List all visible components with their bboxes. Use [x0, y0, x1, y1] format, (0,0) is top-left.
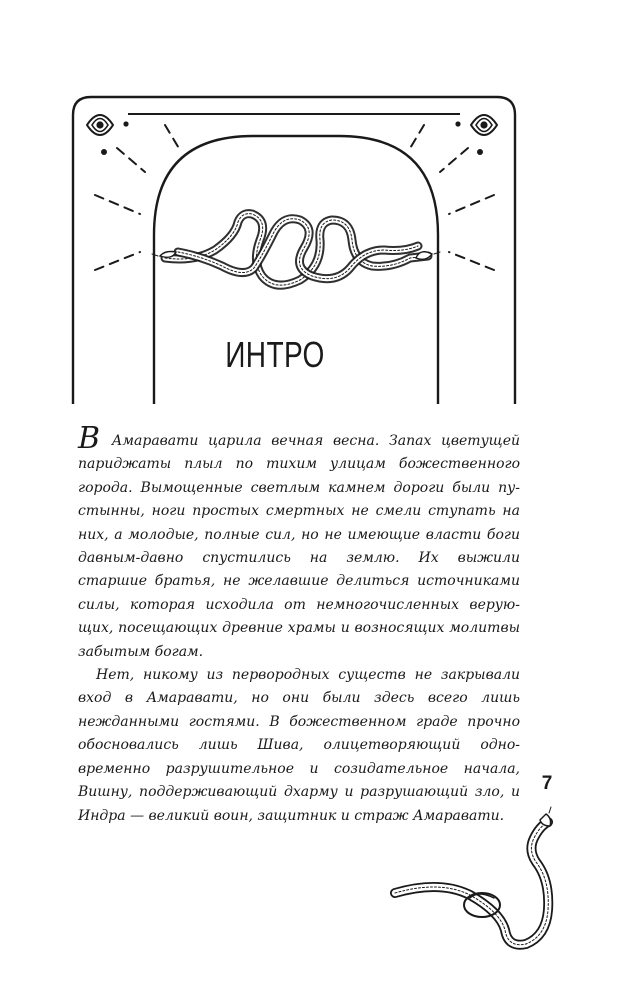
drop-cap: В	[78, 421, 101, 456]
entwined-snakes-icon	[152, 214, 440, 285]
left-rays	[95, 125, 180, 270]
right-eye-icon	[455, 115, 497, 155]
body-text	[78, 421, 521, 828]
paragraph-1	[78, 421, 521, 664]
left-eye-icon	[87, 115, 129, 155]
page-number: 7	[541, 773, 553, 794]
paragraph-2: Нет, никому из первородных существ не закрывали вход в Амаравати, но они были здесь всего лишь нежданными гостями. В божественном граде прочно обосновались лишь Шива, олицетворяющий одновременно разрушительное и созидательное начала, Вишну, поддерживающий дхарму и разрушающий зло, и Индра — великий воин, защитник и страж Амаравати.	[78, 667, 520, 824]
chapter-title: ИНТРО	[225, 334, 325, 375]
paragraph-1-text: Амаравати царила вечная весна. Запах цветущей париджаты плыл по тихим улицам божественного города. Вымощенные светлым камнем дороги были пустынны, ноги простых смертных не смели ступать на них, а молодые, полные сил, но не имеющие власти боги давным-давно спустились на землю. Их выжили старшие братья, не желавшие делиться источниками силы, которая исходила от немногочисленных верующих, посещающих древние храмы и возносящих молитвы забытым богам.	[78, 433, 521, 660]
